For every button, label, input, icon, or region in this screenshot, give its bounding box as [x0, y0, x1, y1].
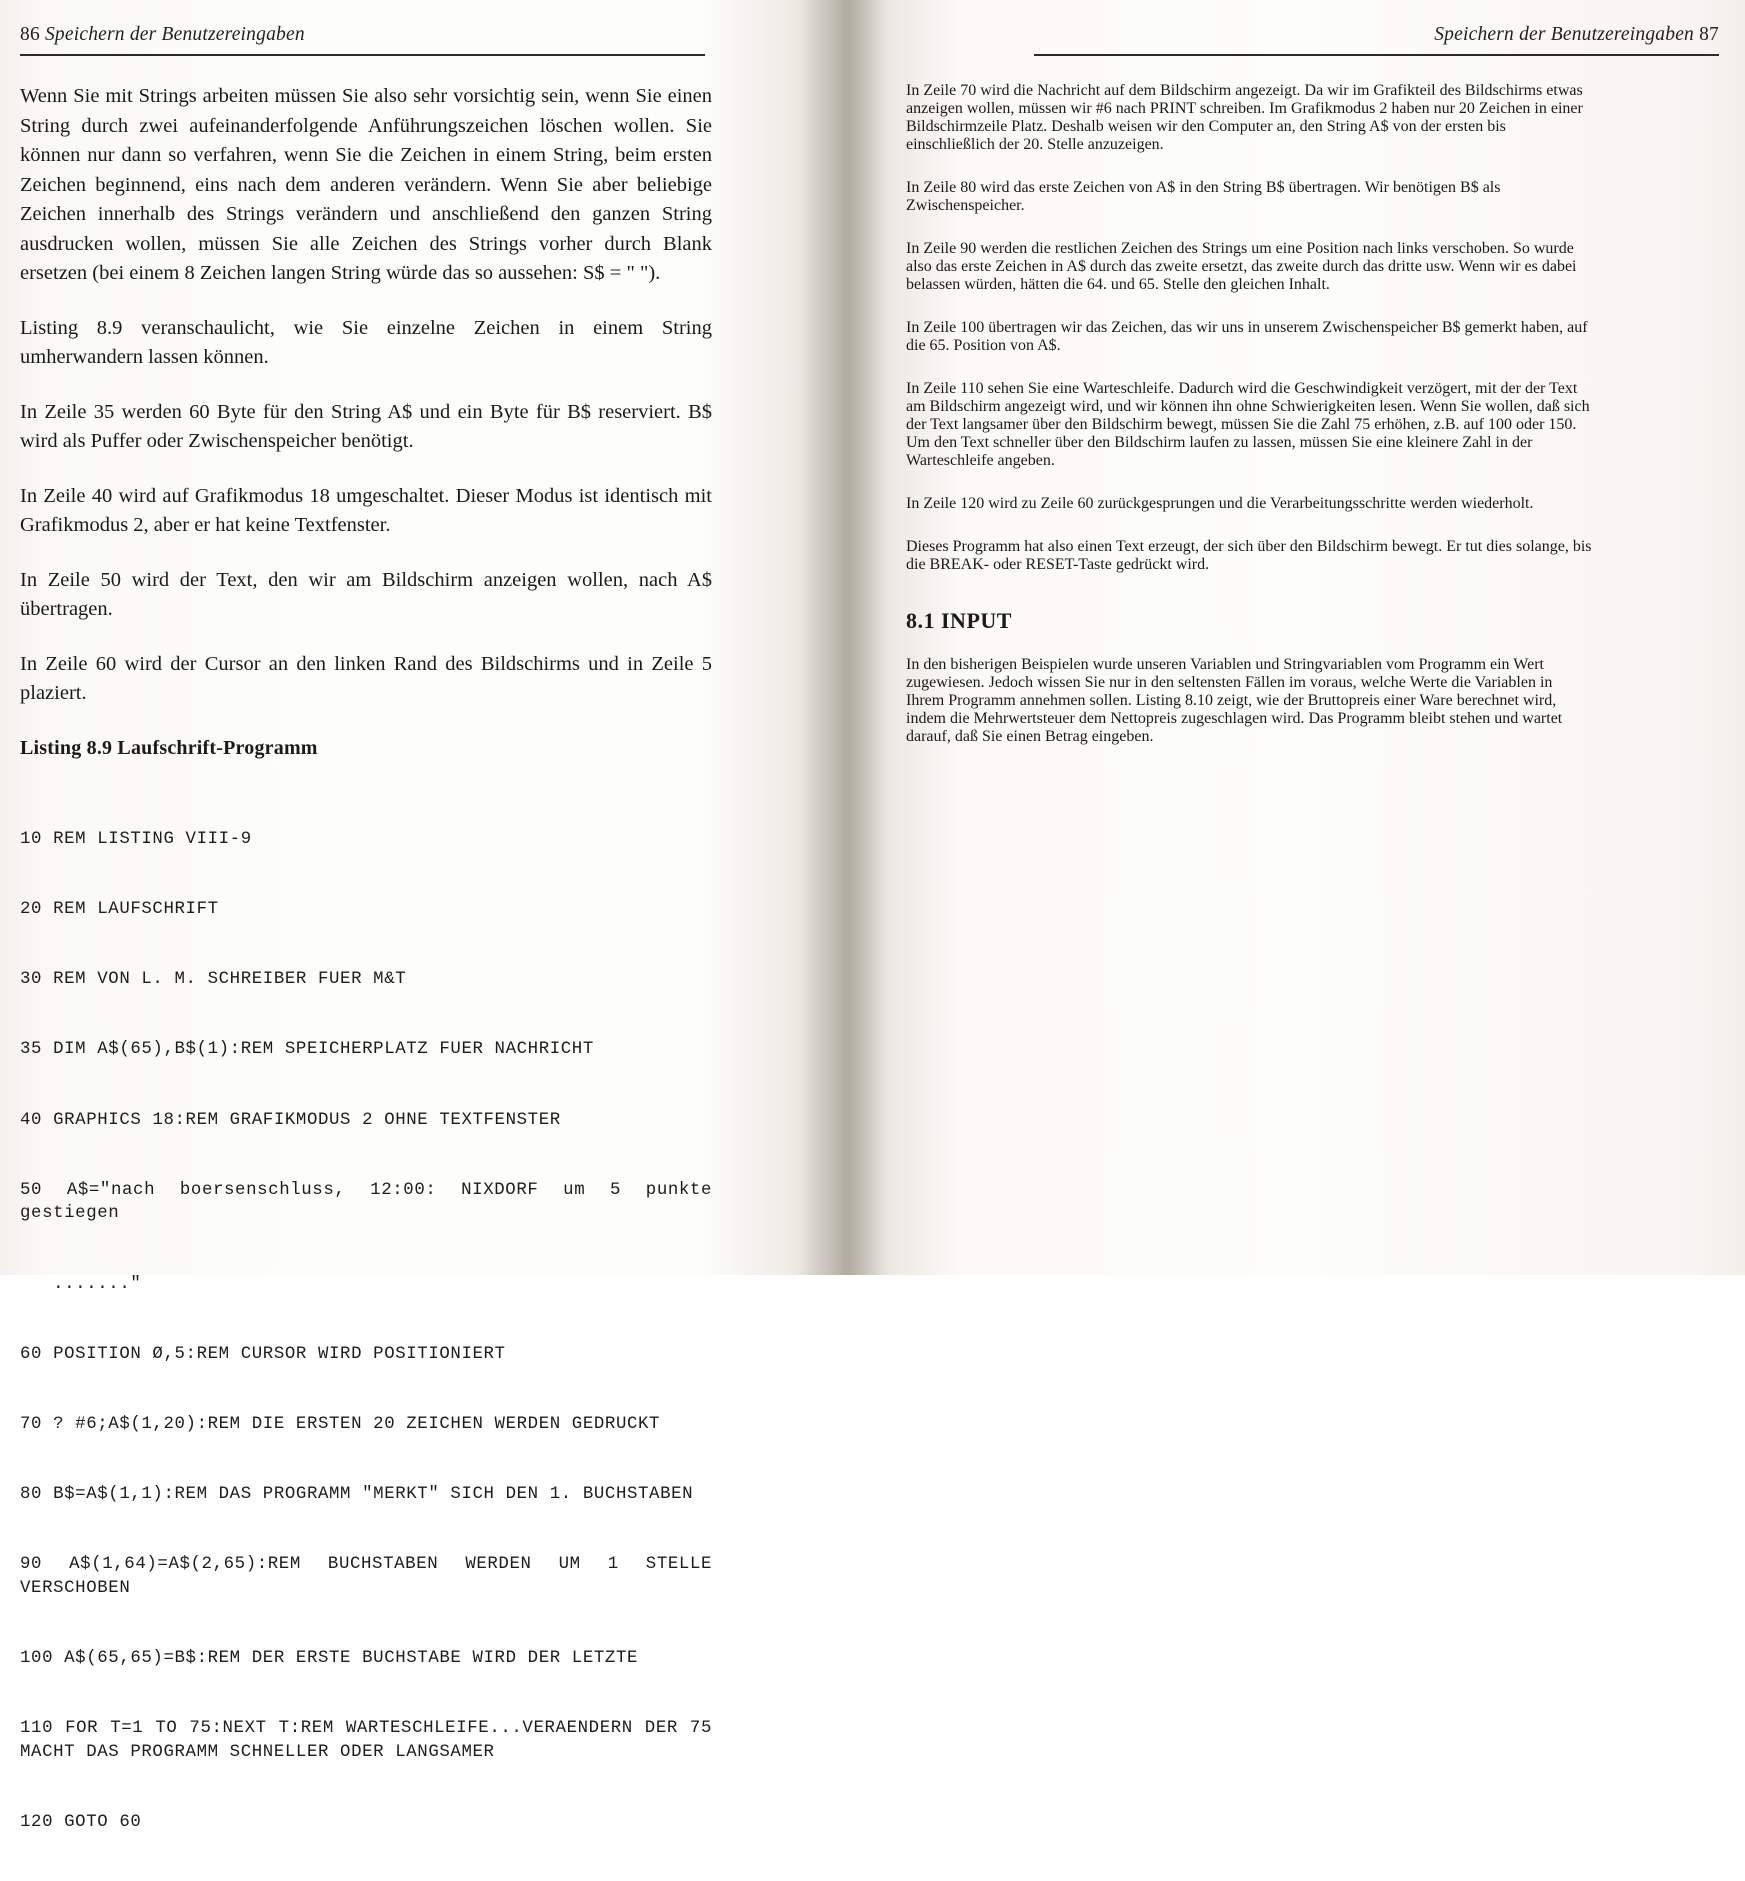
code-line: 110 FOR T=1 TO 75:NEXT T:REM WARTESCHLEIFE...VERAENDERN DER 75 MACHT DAS PROGRAMM SCHNELLER ODER LANGSAMER: [20, 1719, 724, 1762]
paragraph: Listing 8.9 veranschaulicht, wie Sie einzelne Zeichen in einem String umherwandern lassen können.: [20, 316, 712, 368]
code-listing: [20, 781, 724, 1881]
paragraph: In Zeile 50 wird der Text, den wir am Bildschirm anzeigen wollen, nach A$ übertragen.: [20, 568, 712, 620]
code-line: 50 A$="nach boersenschluss, 12:00: NIXDORF um 5 punkte gestiegen: [20, 1180, 724, 1224]
left-folio: 86: [20, 24, 40, 45]
code-line: 10 REM LISTING VIII-9: [20, 829, 252, 849]
right-folio: 87: [1699, 24, 1719, 45]
left-page: [0, 0, 830, 1832]
right-text-column: [906, 82, 1594, 746]
listing-title: Listing 8.9 Laufschrift-Programm: [20, 736, 318, 759]
code-line: 70 ? #6;A$(1,20):REM DIE ERSTEN 20 ZEICHEN WERDEN GEDRUCKT: [20, 1414, 661, 1434]
code-line: 35 DIM A$(65),B$(1):REM SPEICHERPLATZ FUER NACHRICHT: [20, 1040, 594, 1060]
code-line: .......": [20, 1274, 142, 1294]
right-page: [880, 0, 1745, 1275]
paragraph: In Zeile 60 wird der Cursor an den linken Rand des Bildschirms und in Zeile 5 plaziert.: [20, 652, 712, 704]
paragraph: In den bisherigen Beispielen wurde unseren Variablen und Stringvariablen vom Programm ein Wert zugewiesen. Jedoch wissen Sie nur in den seltensten Fällen im voraus, welche Werte die Variablen in Ihrem Programm annehmen sollen. Listing 8.10 zeigt, wie der Bruttopreis einer Ware berechnet wird, indem die Mehrwertsteuer dem Nettopreis zugeschlagen wird. Das Programm bleibt stehen und wartet darauf, daß Sie einen Betrag eingeben.: [906, 656, 1563, 745]
paragraph: In Zeile 120 wird zu Zeile 60 zurückgesprungen und die Verarbeitungsschritte werden wiederholt.: [906, 495, 1534, 512]
code-line: 90 A$(1,64)=A$(2,65):REM BUCHSTABEN WERDEN UM 1 STELLE VERSCHOBEN: [20, 1555, 724, 1598]
paragraph: In Zeile 70 wird die Nachricht auf dem Bildschirm angezeigt. Da wir im Grafikteil des Bildschirms etwas anzeigen wollen, müssen wir #6 nach PRINT schreiben. Im Grafikmodus 2 haben nur 20 Zeichen in einer Bildschirmzeile Platz. Deshalb weisen wir den Computer an, den String A$ von der ersten bis einschließlich der 20. Stelle anzuzeigen.: [906, 82, 1583, 153]
paragraph: In Zeile 35 werden 60 Byte für den String A$ und ein Byte für B$ reserviert. B$ wird als Puffer oder Zwischenspeicher benötigt.: [20, 400, 712, 452]
paragraph: In Zeile 90 werden die restlichen Zeichen des Strings um eine Position nach links verschoben. So wurde also das erste Zeichen in A$ durch das zweite ersetzt, das zweite durch das dritte usw. Wenn wir es dabei belassen würden, hätten die 64. und 65. Stelle den gleichen Inhalt.: [906, 240, 1577, 293]
code-line: 60 POSITION Ø,5:REM CURSOR WIRD POSITIONIERT: [20, 1344, 506, 1364]
left-running-head: [20, 24, 305, 46]
paragraph: In Zeile 80 wird das erste Zeichen von A$ in den String B$ übertragen. Wir benötigen B$ als Zwischenspeicher.: [906, 179, 1501, 214]
code-line: 80 B$=A$(1,1):REM DAS PROGRAMM "MERKT" SICH DEN 1. BUCHSTABEN: [20, 1485, 694, 1505]
paragraph: In Zeile 40 wird auf Grafikmodus 18 umgeschaltet. Dieser Modus ist identisch mit Grafikmodus 2, aber er hat keine Textfenster.: [20, 484, 712, 536]
code-line: 120 GOTO 60: [20, 1812, 142, 1832]
right-running-head-title: Speichern der Benutzereingaben: [1434, 24, 1695, 45]
paragraph: In Zeile 110 sehen Sie eine Warteschleife. Dadurch wird die Geschwindigkeit verzögert, mit der der Text am Bildschirm angezeigt wird, und wir können ihn ohne Schwierigkeiten lesen. Wenn Sie wollen, daß sich der Text langsamer über den Bildschirm bewegt, müssen Sie die Zahl 75 erhöhen, z.B. auf 100 oder 150. Um den Text schneller über den Bildschirm laufen zu lassen, müssen Sie eine kleinere Zahl in der Warteschleife angeben.: [906, 380, 1590, 469]
left-running-head-title: Speichern der Benutzereingaben: [44, 24, 305, 45]
paragraph: In Zeile 100 übertragen wir das Zeichen, das wir uns in unserem Zwischenspeicher B$ gemerkt haben, auf die 65. Position von A$.: [906, 319, 1588, 354]
left-text-column: [20, 82, 724, 1881]
code-line: 20 REM LAUFSCHRIFT: [20, 900, 219, 920]
code-line: 100 A$(65,65)=B$:REM DER ERSTE BUCHSTABE WIRD DER LETZTE: [20, 1649, 639, 1669]
right-running-head: [1434, 24, 1719, 46]
code-line: 40 GRAPHICS 18:REM GRAFIKMODUS 2 OHNE TEXTFENSTER: [20, 1110, 561, 1130]
paragraph: Wenn Sie mit Strings arbeiten müssen Sie also sehr vorsichtig sein, wenn Sie einen String durch zwei aufeinanderfolgende Anführungszeichen löschen wollen. Sie können nur dann so verfahren, wenn Sie die Zeichen in einem String, beim ersten Zeichen beginnend, eins nach dem anderen verändern. Wenn Sie aber beliebige Zeichen innerhalb des Strings verändern und anschließend den ganzen String ausdrucken wollen, müssen Sie alle Zeichen des Strings vorher durch Blank ersetzen (bei einem 8 Zeichen langen String würde das so aussehen: S$ = " ").: [20, 85, 712, 284]
section-heading: 8.1 INPUT: [906, 608, 1012, 633]
code-line: 30 REM VON L. M. SCHREIBER FUER M&T: [20, 970, 407, 990]
right-header-rule: [1034, 54, 1719, 56]
paragraph: Dieses Programm hat also einen Text erzeugt, der sich über den Bildschirm bewegt. Er tut dies solange, bis die BREAK- oder RESET-Taste gedrückt wird.: [906, 538, 1592, 573]
left-header-rule: [20, 54, 705, 56]
